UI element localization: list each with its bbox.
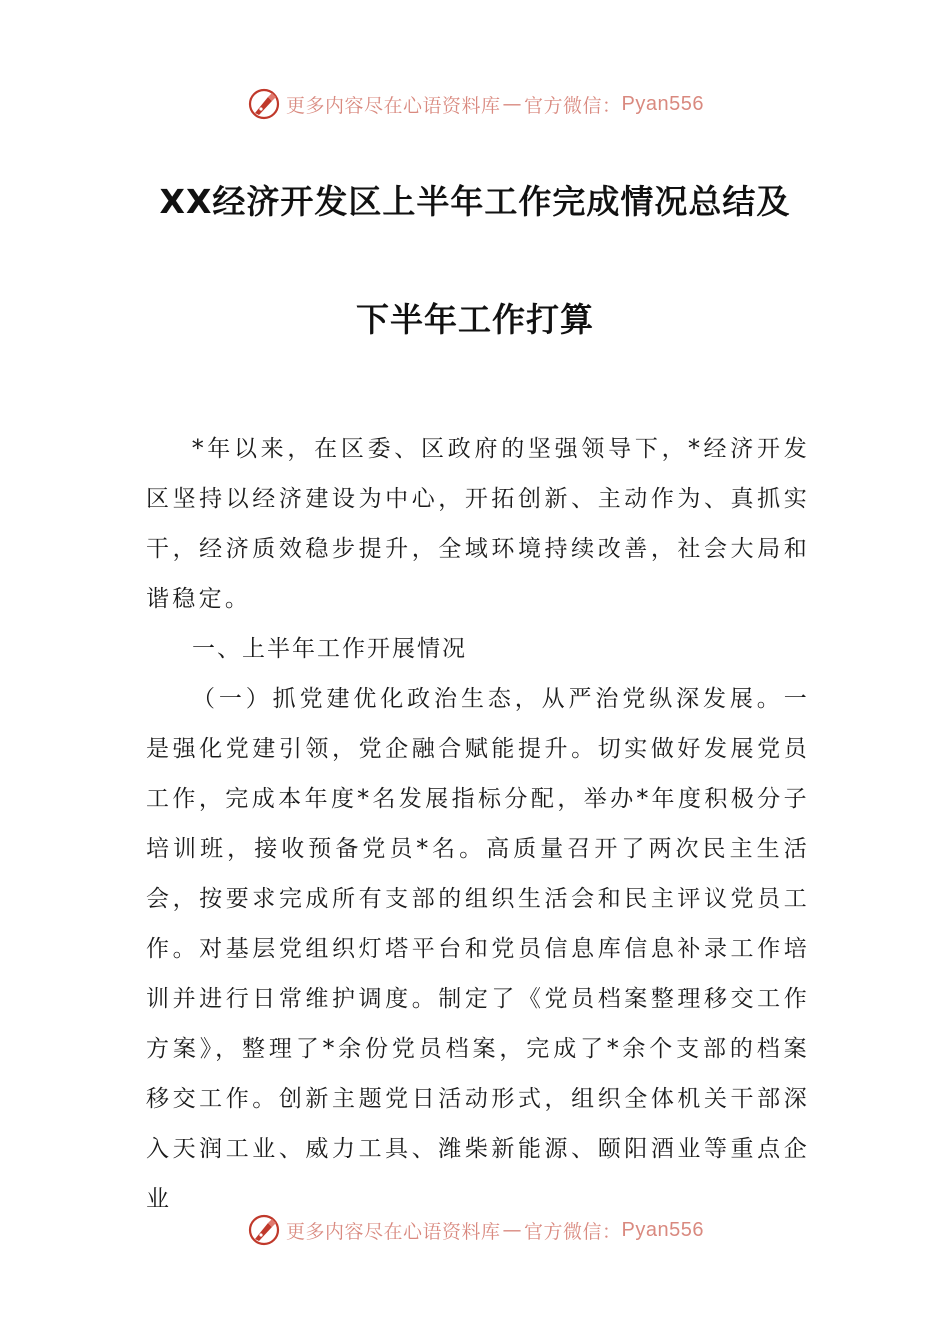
watermark-contact-label: 官方微信： [524, 1220, 622, 1243]
intro-paragraph: *年以来，在区委、区政府的坚强领导下，*经济开发区坚持以经济建设为中心，开拓创新、主动作为、真抓实干，经济质效稳步提升，全域环境持续改善，社会大局和谐稳定。 [146, 436, 810, 612]
document-title-line2: 下半年工作打算 [356, 300, 594, 339]
body-paragraph: （一）抓党建优化政治生态，从严治党纵深发展。一是强化党建引领，党企融合赋能提升。切实做好发展党员工作，完成本年度*名发展指标分配，举办*年度积极分子培训班，接收预备党员*名。高质量召开了两次民主生活会，按要求完成所有支部的组织生活会和民主评议党员工作。对基层党组织灯塔平台和党员信息库信息补录工作培训并进行日常维护调度。制定了《党员档案整理移交工作方案》，整理了*余份党员档案，完成了*余个支部的档案移交工作。创新主题党日活动形式，组织全体机关干部深入天润工业、威力工具、潍柴新能源、颐阳酒业等重点企业 [146, 686, 810, 1212]
header-watermark [0, 84, 950, 124]
watermark-contact-id: Pyan556 [621, 1218, 704, 1241]
watermark-contact-label: 官方微信： [524, 94, 622, 117]
watermark-dash: — [502, 93, 523, 115]
watermark-dash: — [502, 1219, 523, 1241]
document-body [146, 424, 810, 1224]
watermark-brand: 更多内容尽在心语资料库 [286, 1220, 501, 1243]
section-heading: 一、上半年工作开展情况 [192, 636, 467, 662]
watermark-contact-id: Pyan556 [621, 92, 704, 115]
footer-watermark [0, 1210, 950, 1250]
watermark-brand: 更多内容尽在心语资料库 [286, 94, 501, 117]
pen-nib-logo-icon [246, 86, 282, 122]
document-title-line1: XX经济开发区上半年工作完成情况总结及 [159, 182, 791, 221]
pen-nib-logo-icon [246, 1212, 282, 1248]
